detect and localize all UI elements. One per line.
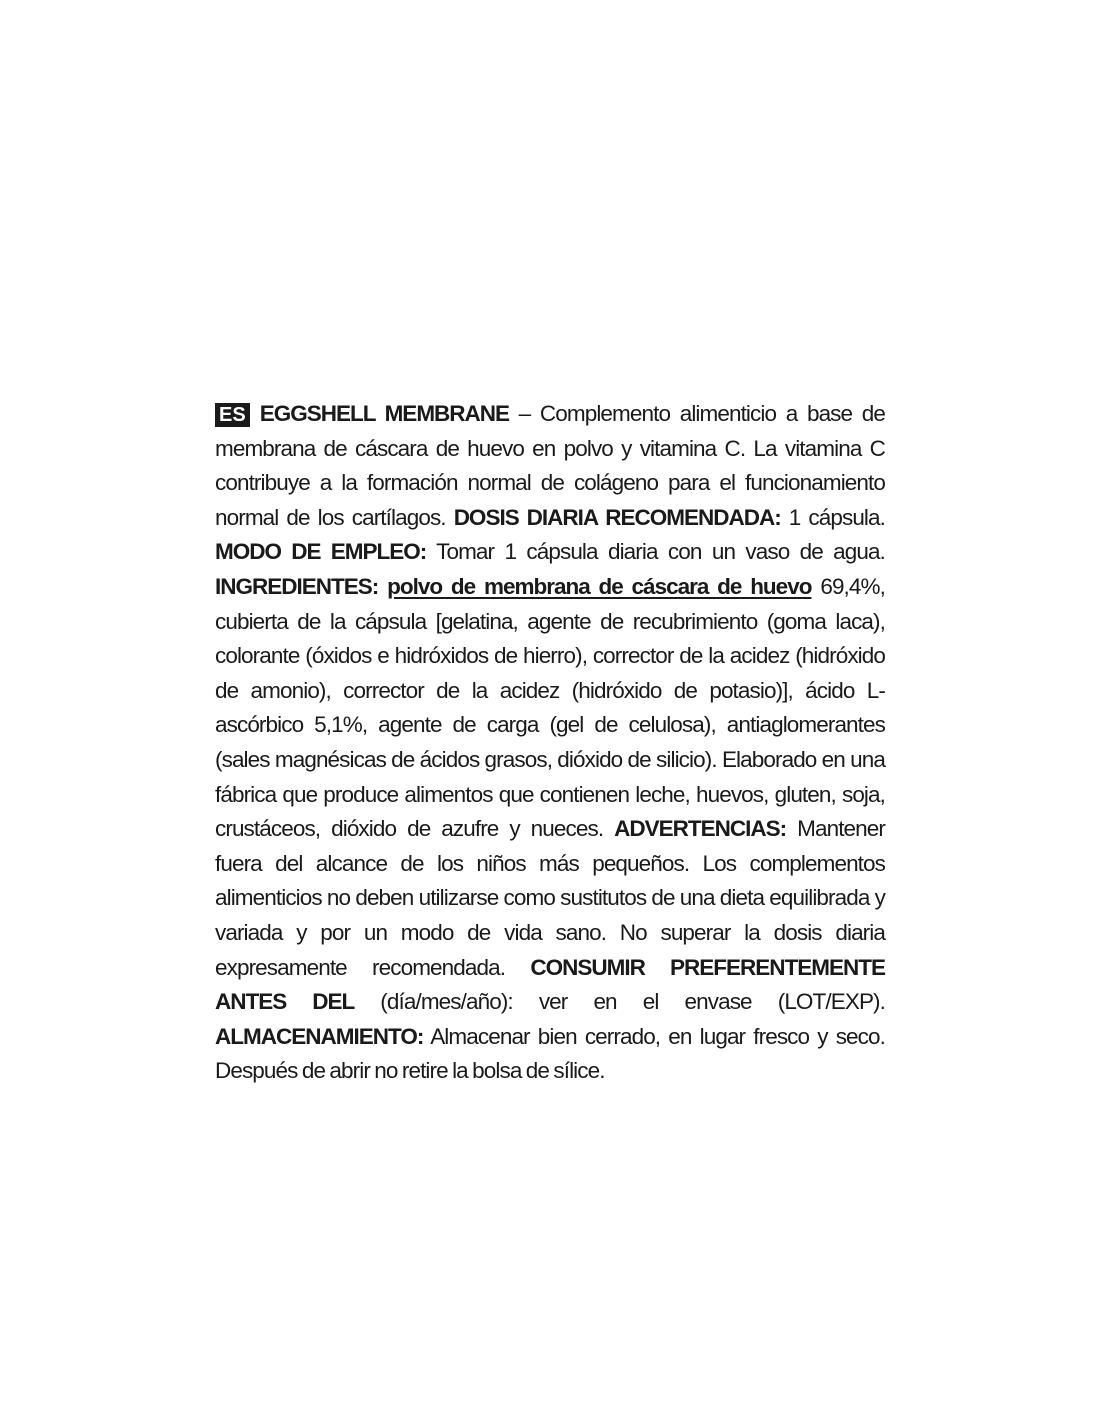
usage-heading: MODO DE EMPLEO: [215,539,427,565]
warnings-heading: ADVERTENCIAS: [614,816,787,842]
usage-text: Tomar 1 cápsula diaria con un vaso de agua. [426,539,885,565]
label-text-block [215,397,885,1089]
best-before-heading: CONSUMIR PREFERENTEMENTE ANTES DEL [215,954,885,1015]
dose-heading: DOSIS DIARIA RECOMENDADA: [453,504,781,530]
ingredients-heading: INGREDIENTES: [215,573,379,599]
ingredients-text: 69,4%, cubierta de la cápsula [gelatina, agente de recubrimiento (goma laca), colorante (óxidos e hidróxidos de hierro), corrector de la acidez (hidróxido de amonio), corrector de la acidez (hidróxido de potasio)], ácido L-ascórbico 5,1%, agente de carga (gel de celulosa), antiaglomerantes (sales magnésicas de ácidos grasos, dióxido de silicio). Elaborado en una fábrica que produce alimentos que contienen leche, huevos, gluten, soja, crustáceos, dióxido de azufre y nueces. [215,573,885,842]
best-before-text: (día/mes/año): ver en el envase (LOT/EXP). [354,989,885,1015]
ingredients-highlight: polvo de membrana de cáscara de huevo [387,573,812,599]
product-name: EGGSHELL MEMBRANE [259,401,510,426]
storage-heading: ALMACENAMIENTO: [215,1023,424,1049]
language-badge: ES [215,403,250,427]
storage-text: Almacenar bien cerrado, en lugar fresco y seco. Después de abrir no retire la bolsa de sílice. [215,1023,885,1084]
dose-text: 1 cápsula. [780,504,885,530]
warnings-text: Mantener fuera del alcance de los niños más pequeños. Los complementos alimenticios no deben utilizarse como sustitutos de una dieta equilibrada y variada y por un modo de vida sano. No superar la dosis diaria expresamente recomendada. [215,816,885,980]
intro-text: – Complemento alimenticio a base de membrana de cáscara de huevo en polvo y vitamina C. La vitamina C contribuye a la formación normal de colágeno para el funcionamiento normal de los cartílagos. [215,401,885,530]
